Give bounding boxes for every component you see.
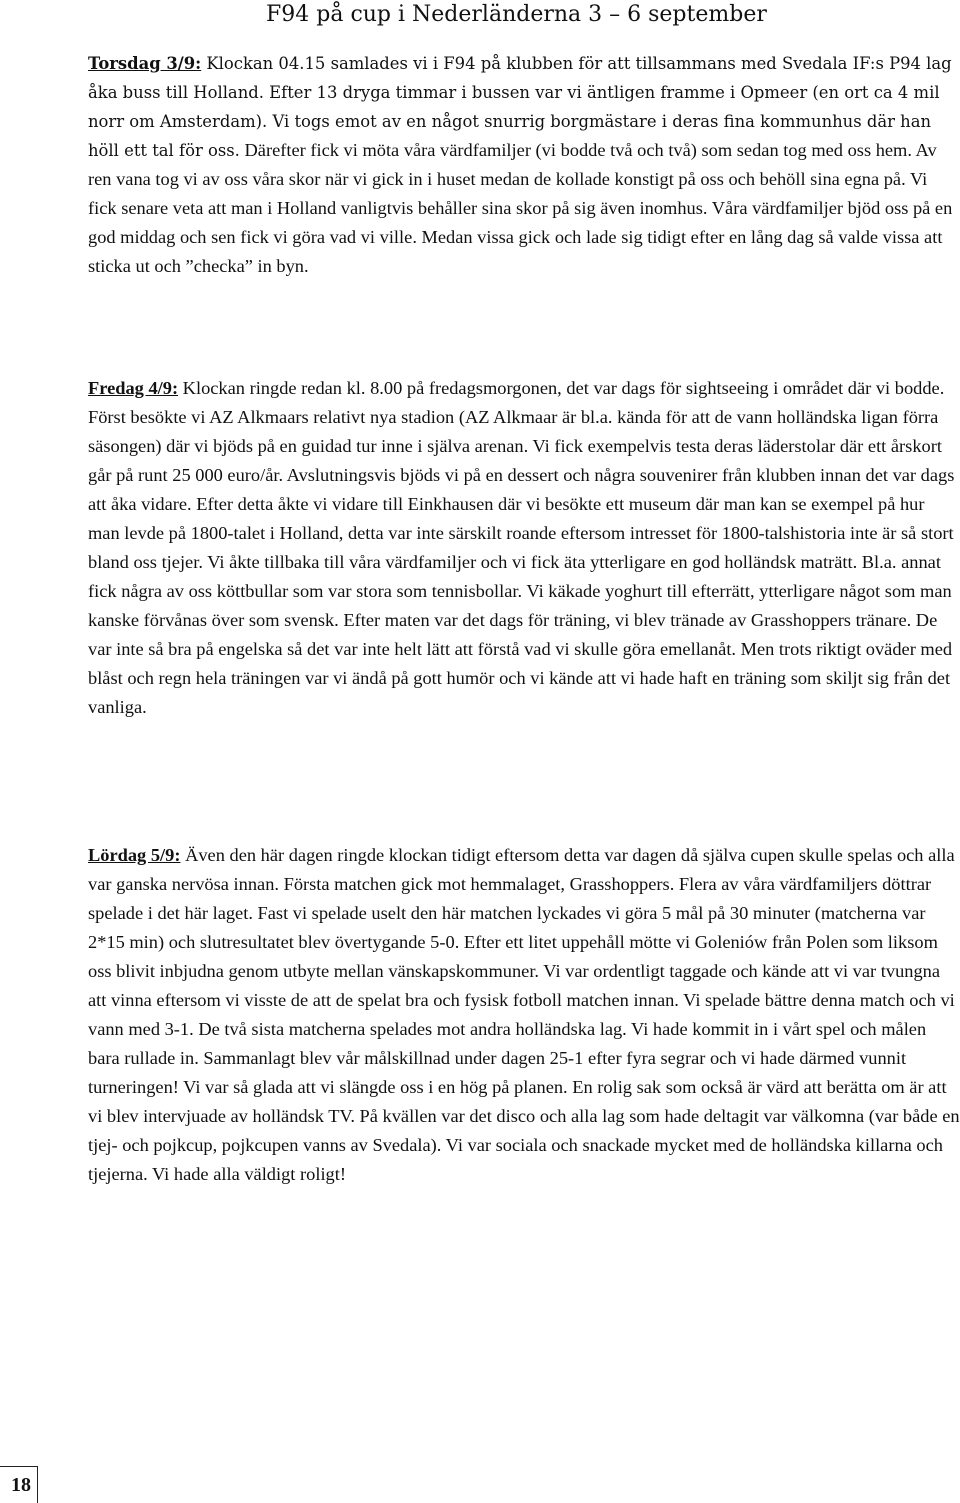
paragraph-thursday [88,49,960,281]
page-number: 18 [0,1466,38,1503]
section-friday [88,374,960,722]
section-thursday [88,49,960,281]
day-label-thursday: Torsdag 3/9: [88,54,202,73]
paragraph-text-friday: Klockan ringde redan kl. 8.00 på fredagsmorgonen, det var dags för sightseeing i området där vi bodde. Först besökte vi AZ Alkmaars relativt nya stadion (AZ Alkmaar är bl.a. kända för att de vann holländska ligan förra säsongen) där vi bjöds på en guidad tur inne i själva arenan. Vi fick exempelvis testa deras läderstolar där ett årskort går på runt 25 000 euro/år. Avslutningsvis bjöds vi på en dessert och några souvenirer från klubben innan det var dags att åka vidare. Efter detta åkte vi vidare till Einkhausen där vi besökte ett museum där man kan se exempel på hur man levde på 1800-talet i Holland, detta var inte särskilt roande eftersom intresset för 1800-talshistoria inte är så stort bland oss tjejer. Vi åkte tillbaka till våra värdfamiljer och vi fick äta ytterligare en god holländsk maträtt. Bl.a. annat fick några av oss köttbullar som var stora som tennisbollar. Vi käkade yoghurt till efterrätt, ytterligare något som man kanske förvånas över som svensk. Efter maten var det dags för träning, vi blev tränade av Grasshoppers tränare. De var inte så bra på engelska så det var inte helt lätt att förstå vad vi skulle göra emellanåt. Men trots riktigt oväder med blåst och regn hela träningen var vi ändå på gott humör och vi kände att vi hade haft en träning som skiljt sig från det vanliga. [88,378,955,717]
section-saturday [88,841,960,1189]
page-title: F94 på cup i Nederländerna 3 – 6 september [266,2,767,27]
paragraph-text-saturday: Även den här dagen ringde klockan tidigt eftersom detta var dagen då själva cupen skulle spelas och alla var ganska nervösa innan. Första matchen gick mot hemmalaget, Grasshoppers. Flera av våra värdfamiljers döttrar spelade i det här laget. Fast vi spelade uselt den här matchen lyckades vi göra 5 mål på 30 minuter (matcherna var 2*15 min) och slutresultatet blev övertygande 5-0. Efter ett litet uppehåll mötte vi Goleniów från Polen som liksom oss blivit inbjudna genom utbyte mellan vänskapskommuner. Vi var ordentligt taggade och kände att vi var tvungna att vinna eftersom vi visste de att de spelat bra och fysisk fotboll matchen innan. Vi spelade bättre denna match och vi vann med 3-1. De två sista matcherna spelades mot andra holländska lag. Vi hade kommit in i vårt spel och målen bara rullade in. Sammanlagt blev vår målskillnad under dagen 25-1 efter fyra segrar och vi hade därmed vunnit turneringen! Vi var så glada att vi slängde oss i en hög på planen. En rolig sak som också är värd att berätta om är att vi blev intervjuade av holländsk TV. På kvällen var det disco och alla lag som hade deltagit var välkomna (var både en tjej- och pojkcup, pojkcupen vanns av Svedala). Vi var sociala och snackade mycket med de holländska killarna och tjejerna. Vi hade alla väldigt roligt! [88,845,960,1184]
day-label-friday: Fredag 4/9: [88,378,179,398]
day-label-saturday: Lördag 5/9: [88,845,181,865]
paragraph-text-thursday-part1: Klockan 04.15 samlades vi i F94 på klubben för att tillsammans med Svedala IF:s P94 lag åka buss till Holland. Efter 13 dryga timmar i bussen var vi äntligen framme i Opmeer (en ort ca 4 mil norr om Amsterdam). Vi togs emot av en något snurrig borgmästare i deras fina kommunhus där han höll ett tal för oss. [88,54,952,160]
paragraph-friday [88,374,960,722]
paragraph-saturday [88,841,960,1189]
paragraph-text-thursday-part2: Därefter fick vi möta våra värdfamiljer (vi bodde två och två) som sedan tog med oss hem. Av ren vana tog vi av oss våra skor när vi gick in i huset medan de kollade konstigt på oss och behöll sina egna på. Vi fick senare veta att man i Holland vanligtvis behåller sina skor på sig även inomhus. Våra värdfamiljer bjöd oss på en god middag och sen fick vi göra vad vi ville. Medan vissa gick och lade sig tidigt efter en lång dag så valde vissa att sticka ut och ”checka” in byn. [88,140,953,276]
